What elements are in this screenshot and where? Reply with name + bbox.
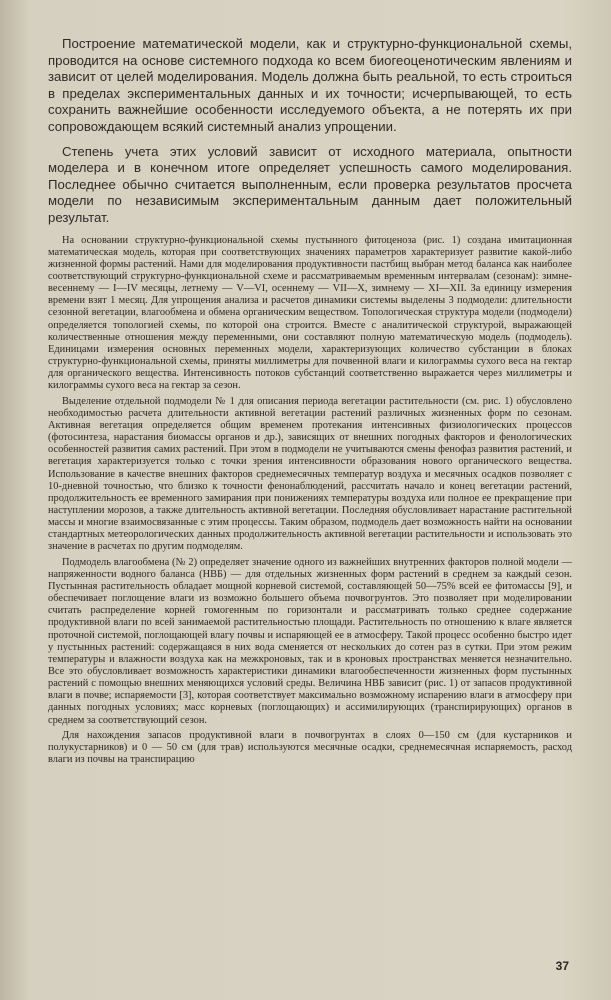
- body-section: [48, 235, 572, 767]
- lead-paragraph: Степень учета этих условий зависит от исходного материала, опытности моделера и в конечном итоге определяет успешность самого моделирования. Последнее обычно считается выполненным, если проверка результатов просчета модели по независимым экспериментальным данным дает положительный результат.: [48, 143, 572, 225]
- body-paragraph: На основании структурно-функциональной схемы пустынного фитоценоза (рис. 1) создана имитационная математическая модель, которая при соответствующих значениях параметров характеризует развитие какой-либо жизненной формы растений. Нами для моделирования продуктивности пастбищ выбран метод баланса как наиболее соответствующий структурно-функциональной схеме и рассматриваемым временным интервалам (сезонам): зимне-весеннему — I—IV месяцы, летнему — V—VI, осеннему — VII—X, зимнему — XI—XII. За единицу измерения времени взят 1 месяц. Для упрощения анализа и расчетов динамики системы выделены 3 подмодели: длительности сезонной вегетации, влагообмена и обмена органическим веществом. Топологическая структура модели (подмодели) определяется топологией схемы, по которой она строится. Вместе с аналитической структурой, выражающей количественные отношения между переменными, они составляют полную математическую модель (подмодель). Единицами измерения основных переменных модели, характеризующих количество субстанции в блоках структурно-функциональной схемы, приняты миллиметры для почвенной влаги и килограммы сухого веса на гектар для органического вещества. Интенсивность потоков субстанций соответственно выражается через миллиметры и килограммы сухого веса на гектар за сезон.: [48, 234, 572, 392]
- body-paragraph: Для нахождения запасов продуктивной влаги в почвогрунтах в слоях 0—150 см (для кустарников и полукустарников) и 0 — 50 см (для трав) используются месячные осадки, среднемесячная испаряемость, расход влаги из почвы на транспирацию: [48, 729, 572, 766]
- body-paragraph: Подмодель влагообмена (№ 2) определяет значение одного из важнейших внутренних факторов полной модели — напряженности водного баланса (НВБ) — для отдельных жизненных форм растений в среднем за каждый сезон. Пустынная растительность обладает мощной корневой системой, составляющей 50—75% всей ее фитомассы [9], и обеспечивает поглощение влаги из возможно большего объема почвогрунтов. Это позволяет при моделировании считать распределение корней гомогенным по горизонтали и рассматривать только среднее содержание продуктивной влаги по всей занимаемой растительностью площади. Растительность по отношению к влаге является проточной системой, поглощающей влагу почвы и испаряющей ее в атмосферу. Такой процесс особенно быстро идет у пустынных растений: содержащаяся в них вода сменяется от нескольких до сотен раз в сутки. При этом режим температуры и влажности воздуха как на межкроновых, так и в кроновых пространствах меняется незначительно. Все это обусловливает возможность характеристики динамики влагообеспеченности жизненных форм пустынных растений с помощью внешних меняющихся условий среды. Величина НВБ зависит (рис. 1) от запасов продуктивной влаги в почве; испаряемости [3], которая соответствует максимально возможному испарению влаги в атмосферу при данных погодных условиях; масс корневых (поглощающих) и ассимилирующих (транспирирующих) органов в среднем за соответствующий сезон.: [48, 556, 572, 726]
- page-number: 37: [555, 959, 569, 973]
- lead-section: [48, 36, 572, 227]
- page-content: [48, 36, 572, 769]
- lead-paragraph: Построение математической модели, как и структурно-функциональной схемы, проводится на основе системного подхода ко всем биогеоценотическим явлениям и зависит от целей моделирования. Модель должна быть реальной, то есть строиться в пределах экспериментальных данных и их точности; исчерпывающей, то есть сохранить важнейшие особенности исследуемого объекта, а не потерять их при сопровождающем всякий системный анализ упрощении.: [48, 36, 572, 134]
- body-paragraph: Выделение отдельной подмодели № 1 для описания периода вегетации растительности (см. рис. 1) обусловлено необходимостью расчета длительности активной вегетации растений различных жизненных форм по сезонам. Активная вегетация определяется общим временем протекания интенсивных физиологических процессов (фотосинтеза, нарастания биомассы органов и др.), зависящих от внешних погодных факторов и фенологических особенностей развития самих растений. При этом в подмодели не учитываются смены фенофаз развития растений, и вегетация характеризуется только с точки зрения интенсивности образования нового органического вещества. Использование в качестве внешних факторов среднемесячных температур воздуха и месячных осадков позволяет с 10-дневной точностью, что близко к точности фенонаблюдений, рассчитать начало и конец вегетации растений, продолжительность ее временного замирания при понижениях температуры воздуха или полное ее прекращение при наступлении морозов, а также длительность активной вегетации. Последняя обусловливает нарастание растительной массы и многие взаимосвязанные с этим процессы. Таким образом, подмодель дает возможность найти на основании стандартных метеорологических данных продолжительность активной вегетации растительности и использовать это значение в расчетах по другим подмоделям.: [48, 395, 572, 553]
